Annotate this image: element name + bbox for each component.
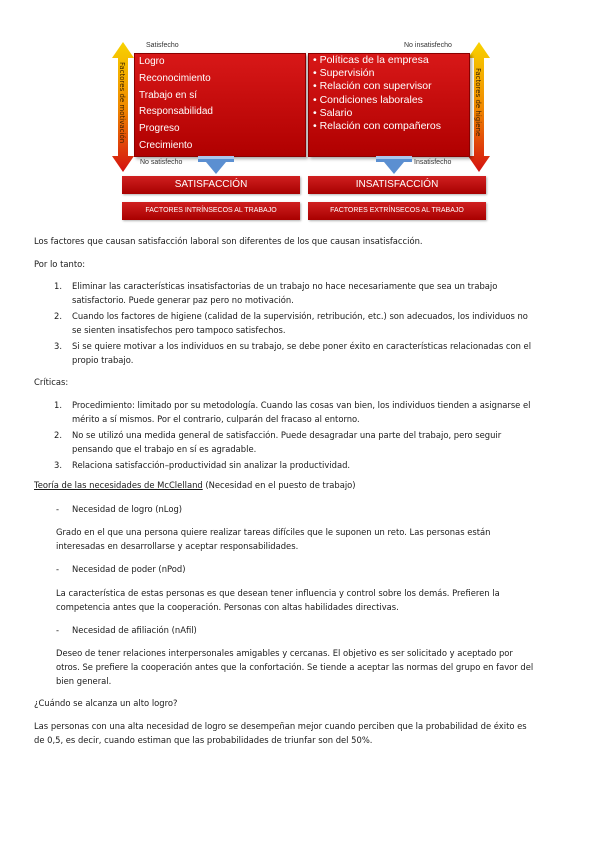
hygiene-item: • Condiciones laborales: [313, 93, 423, 106]
motivation-item: Trabajo en sí: [139, 89, 197, 101]
need-name: Necesidad de afiliación (nAfil): [72, 625, 197, 635]
hygiene-item: • Políticas de la empresa: [313, 54, 429, 66]
motivation-item: Crecimiento: [139, 139, 193, 151]
hygiene-item: • Relación con supervisor: [313, 80, 432, 93]
motivation-factors-box: [134, 53, 306, 157]
list-item-line: Procedimiento: limitado por su metodología. Cuando las cosas van bien, los individuos tienden a asignarse el: [72, 400, 531, 410]
critics-heading: Críticas:: [34, 377, 69, 387]
need-name: Necesidad de poder (nPod): [72, 564, 186, 574]
intrinsic-factors-bar: FACTORES INTRÍNSECOS AL TRABAJO: [122, 202, 300, 220]
motivation-item: Reconocimiento: [139, 72, 211, 84]
mcclelland-subtitle: (Necesidad en el puesto de trabajo): [202, 480, 356, 490]
list-item-line: Si se quiere motivar a los individuos en su trabajo, se debe poner éxito en características relacionadas con el: [72, 341, 532, 351]
list-number: 2.: [54, 430, 62, 440]
list-item-line: mérito a sí mismos. Por el contrario, culparán del fracaso al entorno.: [72, 414, 360, 424]
need-description-line: competencia antes que la cooperación. Personas con altas habilidades directivas.: [56, 602, 399, 612]
list-item-line: se sienten insatisfechos pero tampoco satisfechos.: [72, 325, 286, 335]
list-item-line: propio trabajo.: [72, 355, 134, 365]
list-item-line: Cuando los factores de higiene (calidad de la supervisión, retribución, etc.) son adecuados, los individuos no: [72, 311, 528, 321]
dissatisfaction-bar: INSATISFACCIÓN: [308, 176, 486, 194]
down-arrow-icon: [198, 156, 234, 174]
satisfied-label: Satisfecho: [146, 42, 179, 49]
mcclelland-heading: [34, 479, 356, 492]
list-item-line: Relaciona satisfacción–productividad sin analizar la productividad.: [72, 460, 351, 470]
need-description-line: interesadas en desarrollarse y aceptar responsabilidades.: [56, 541, 299, 551]
hygiene-factors-label: Factores de higiene: [474, 68, 482, 137]
hygiene-item: • Salario: [313, 106, 353, 119]
not-dissatisfied-label: No insatisfecho: [404, 42, 452, 49]
dissatisfied-label: Insatisfecho: [414, 159, 452, 166]
question-heading: ¿Cuándo se alcanza un alto logro?: [34, 698, 178, 708]
need-description-line: Grado en el que una persona quiere realizar tareas difíciles que le suponen un reto. Las personas están: [56, 527, 491, 537]
need-description-line: otros. Se prefiere la cooperación antes que la confortación. Se tiende a aceptar las normas del grupo en favor del: [56, 662, 534, 672]
down-arrow-icon: [376, 156, 412, 174]
list-number: 2.: [54, 311, 62, 321]
bullet-dash: -: [56, 564, 60, 574]
answer-line: Las personas con una alta necesidad de logro se desempeñan mejor cuando perciben que la probabilidad de éxito es: [34, 721, 527, 731]
herzberg-diagram: [108, 38, 496, 228]
motivation-item: Responsabilidad: [139, 106, 213, 118]
motivation-item: Progreso: [139, 123, 180, 135]
bullet-dash: -: [56, 504, 60, 514]
mcclelland-title: Teoría de las necesidades de McClelland: [34, 480, 203, 490]
list-item-line: pensando que el trabajo en sí es agradable.: [72, 444, 257, 454]
satisfaction-bar: SATISFACCIÓN: [122, 176, 300, 194]
motivation-factors-label: Factores de motivación: [118, 62, 126, 144]
list-item-line: Eliminar las características insatisfactorias de un trabajo no hace necesariamente que sea un trabajo: [72, 281, 498, 291]
answer-line: de 0,5, es decir, cuando estiman que las probabilidades de triunfar son del 50%.: [34, 735, 373, 745]
list-item-line: No se utilizó una medida general de satisfacción. Puede desagradar una parte del trabajo, pero seguir: [72, 430, 502, 440]
need-description-line: bien general.: [56, 676, 112, 686]
list-number: 3.: [54, 341, 62, 351]
extrinsic-factors-bar: FACTORES EXTRÍNSECOS AL TRABAJO: [308, 202, 486, 220]
bullet-dash: -: [56, 625, 60, 635]
need-description-line: La característica de estas personas es que desean tener influencia y control sobre los demás. Prefieren la: [56, 588, 500, 598]
hygiene-item: • Supervisión: [313, 67, 375, 80]
list-number: 1.: [54, 400, 62, 410]
not-satisfied-label: No satisfecho: [140, 159, 183, 166]
list-number: 1.: [54, 281, 62, 291]
motivation-item: Logro: [139, 56, 165, 67]
need-name: Necesidad de logro (nLog): [72, 504, 183, 514]
therefore-heading: Por lo tanto:: [34, 259, 86, 269]
hygiene-item: • Relación con compañeros: [313, 120, 441, 133]
intro-paragraph: Los factores que causan satisfacción laboral son diferentes de los que causan insatisfacción.: [34, 236, 423, 246]
hygiene-factors-box: [308, 53, 470, 157]
list-number: 3.: [54, 460, 62, 470]
list-item-line: satisfactorio. Puede generar paz pero no motivación.: [72, 295, 294, 305]
need-description-line: Deseo de tener relaciones interpersonales amigables y cercanas. El objetivo es ser solicitado y aceptado por: [56, 648, 513, 658]
